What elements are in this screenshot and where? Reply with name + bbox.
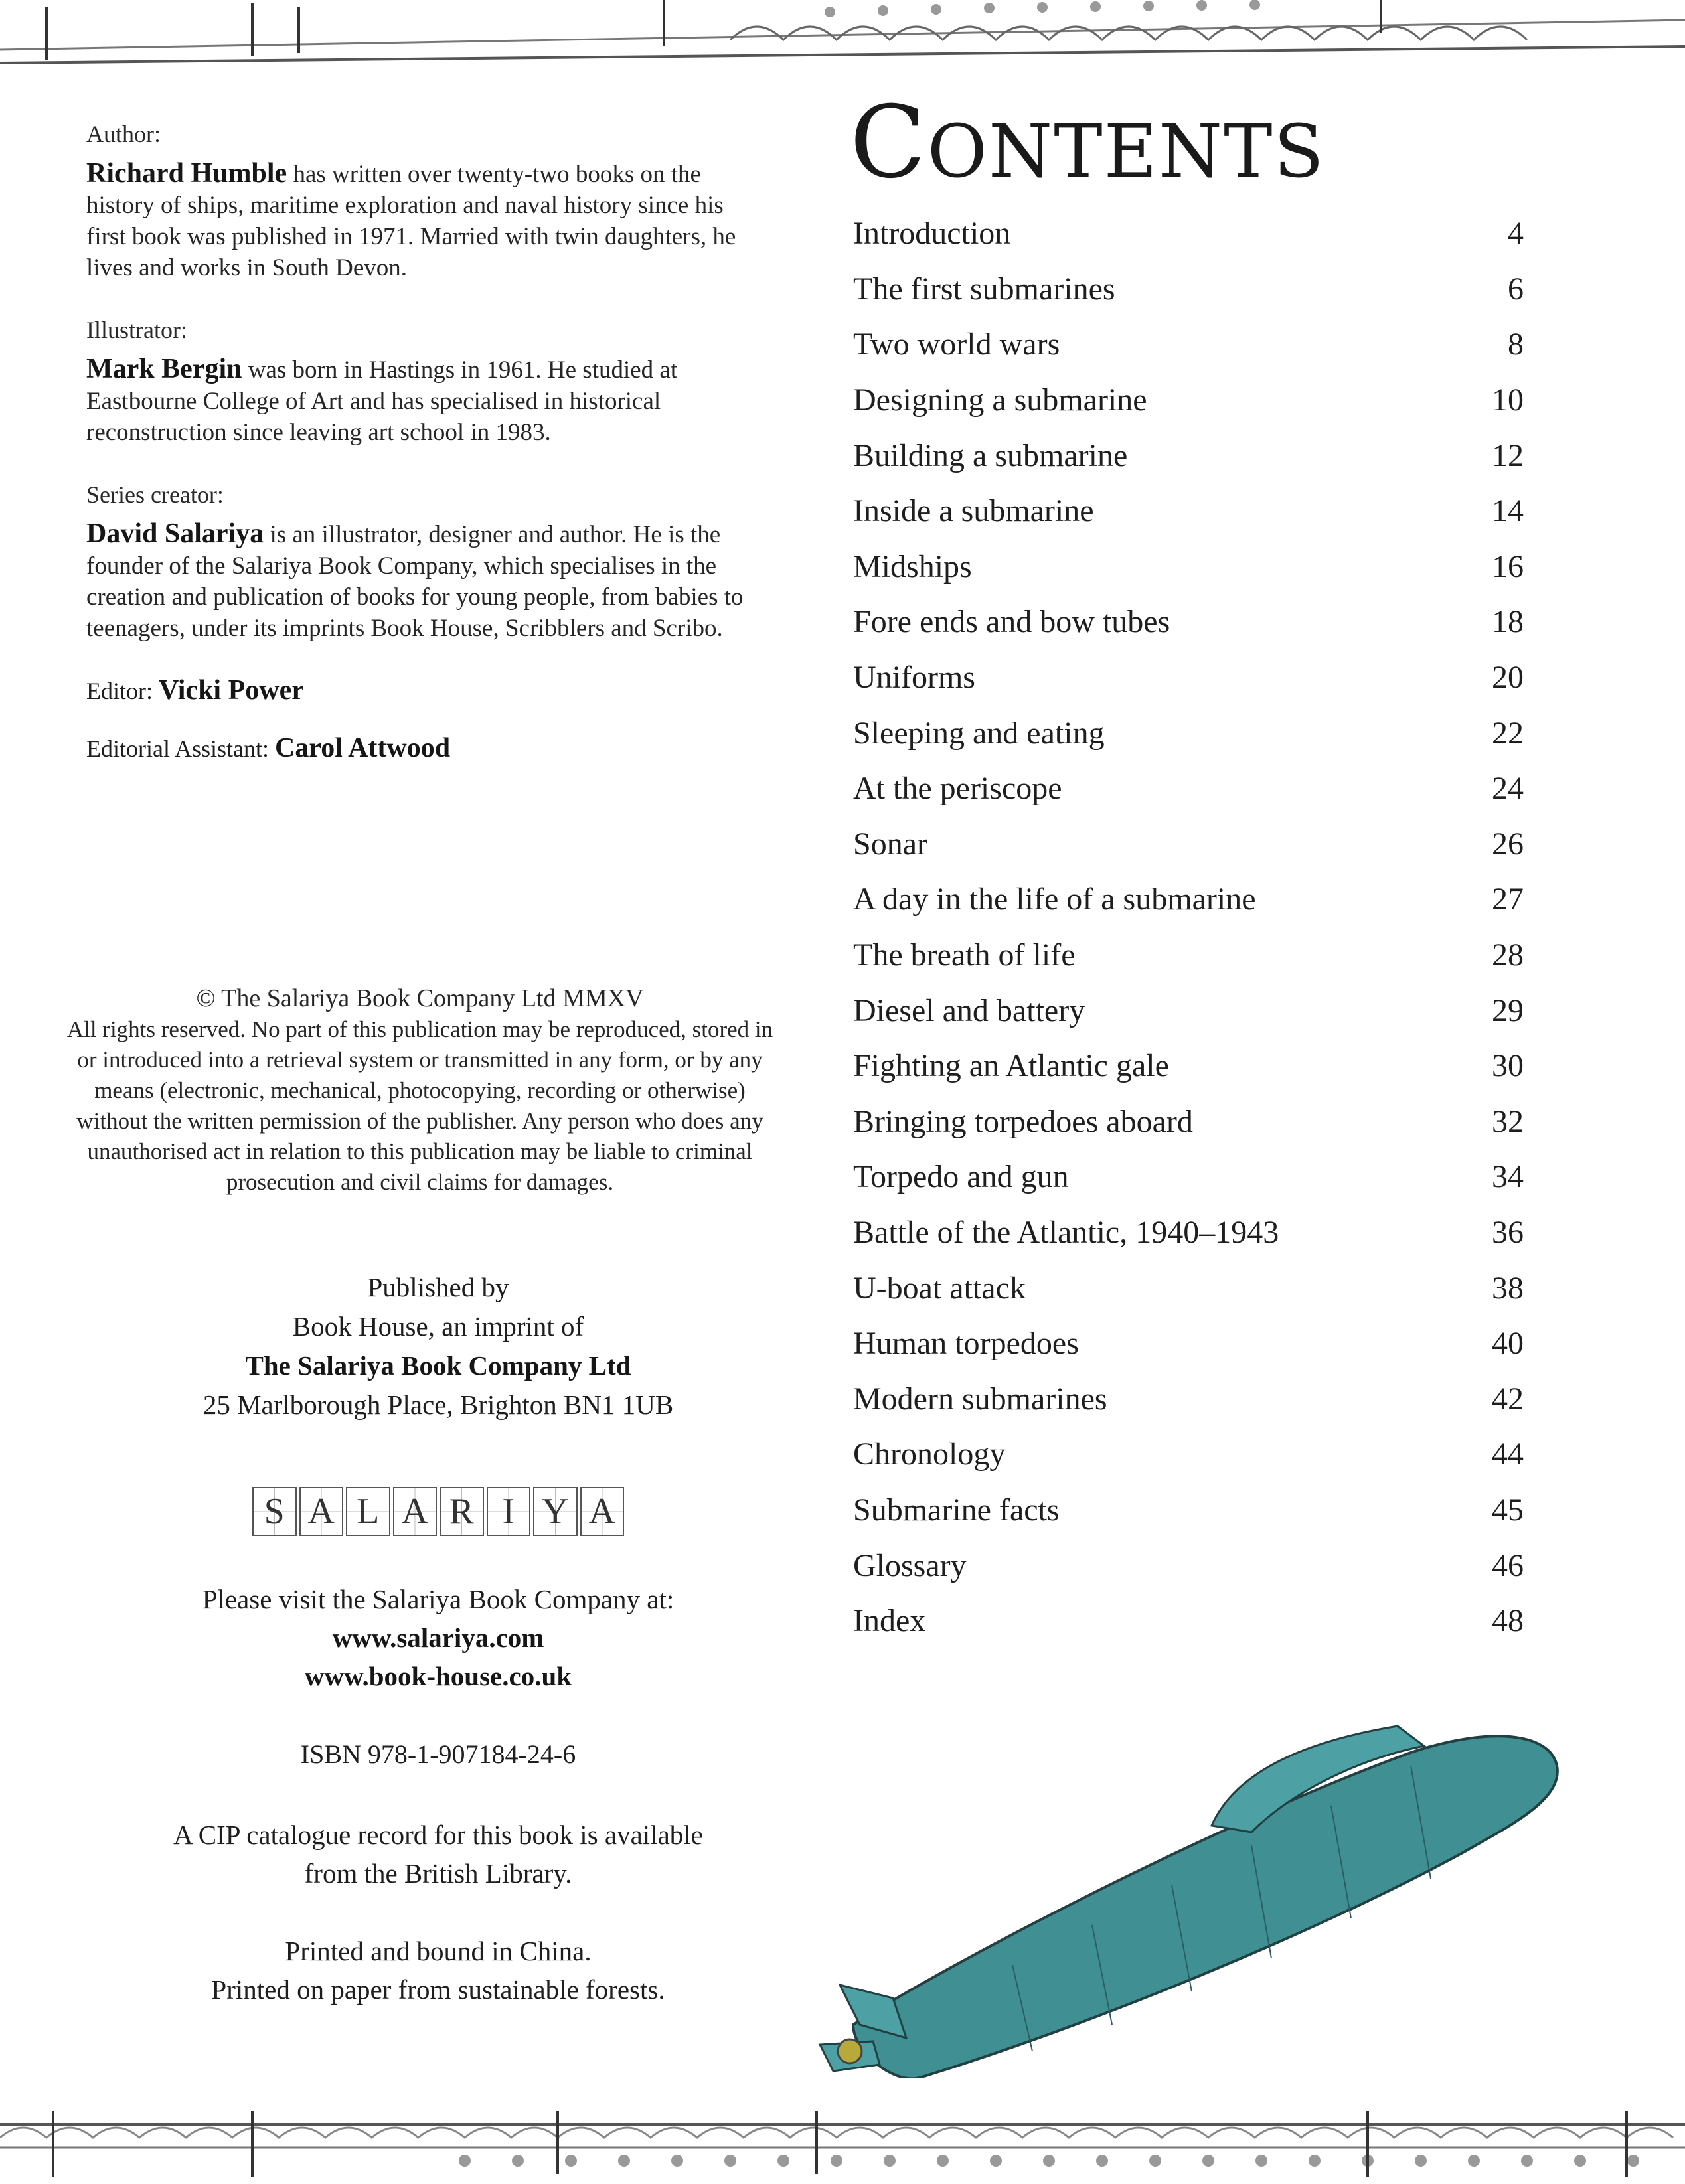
credit-name: Richard Humble xyxy=(86,158,287,189)
contents-title-initial: C xyxy=(850,85,927,200)
toc-entry-title: The first submarines xyxy=(853,271,1115,307)
credit-illustrator xyxy=(86,315,757,448)
toc-entry xyxy=(853,483,1524,539)
visit-line: Please visit the Salariya Book Company at: xyxy=(202,1584,675,1614)
editorial-assistant-credit xyxy=(86,734,757,763)
top-decorative-border xyxy=(0,0,1685,73)
toc-entry-title: Index xyxy=(853,1603,926,1639)
logo-letter: A xyxy=(393,1487,438,1536)
credit-bio xyxy=(86,518,757,644)
logo-letter: Y xyxy=(533,1487,578,1536)
copyright-line: © The Salariya Book Company Ltd MMXV xyxy=(196,984,644,1012)
toc-entry xyxy=(853,428,1524,483)
editor-credit xyxy=(86,676,757,706)
toc-entry-title: Human torpedoes xyxy=(853,1326,1079,1362)
printed-line-1: Printed and bound in China. xyxy=(285,1936,592,1966)
copyright-notice xyxy=(63,982,777,1198)
toc-entry xyxy=(853,872,1524,927)
toc-entry xyxy=(853,982,1524,1038)
toc-entry xyxy=(853,1149,1524,1205)
toc-entry xyxy=(853,1260,1524,1316)
toc-entry xyxy=(853,1427,1524,1482)
printed-line-2: Printed on paper from sustainable forests. xyxy=(211,1974,665,2005)
cip-notice xyxy=(86,1816,790,1893)
credit-bio xyxy=(86,354,757,448)
logo-letter: I xyxy=(487,1487,531,1536)
toc-entry-page: 20 xyxy=(1492,660,1524,696)
toc-entry xyxy=(853,817,1524,872)
toc-entry xyxy=(853,705,1524,761)
toc-entry-page: 18 xyxy=(1492,604,1524,640)
toc-entry-title: Inside a submarine xyxy=(853,493,1094,529)
toc-entry-title: Diesel and battery xyxy=(853,992,1085,1028)
logo-letter: R xyxy=(440,1487,484,1536)
credit-role: Illustrator: xyxy=(86,317,187,343)
credit-bio xyxy=(86,158,757,283)
publisher-company: The Salariya Book Company Ltd xyxy=(245,1350,631,1381)
cip-line-1: A CIP catalogue record for this book is available xyxy=(173,1820,703,1850)
toc-entry xyxy=(853,927,1524,983)
toc-entry-page: 28 xyxy=(1492,937,1524,973)
toc-entry-page: 48 xyxy=(1492,1603,1524,1639)
isbn: ISBN 978-1-907184-24-6 xyxy=(300,1739,576,1769)
toc-entry-title: Glossary xyxy=(853,1547,967,1583)
toc-entry-page: 42 xyxy=(1492,1381,1524,1417)
toc-entry xyxy=(853,1205,1524,1261)
submarine-hull xyxy=(853,1736,1558,2078)
toc-entry-page: 16 xyxy=(1492,548,1524,584)
toc-entry-title: Midships xyxy=(853,548,972,584)
publisher-address: 25 Marlborough Place, Brighton BN1 1UB xyxy=(202,1389,674,1420)
toc-entry-page: 24 xyxy=(1492,771,1524,807)
toc-entry-title: Uniforms xyxy=(853,660,975,696)
toc-entry-title: Modern submarines xyxy=(853,1381,1107,1417)
logo-letter: A xyxy=(299,1487,344,1536)
website-link-book-house[interactable]: www.book-house.co.uk xyxy=(304,1661,572,1691)
credit-name: Mark Bergin xyxy=(86,354,242,384)
credit-name: David Salariya xyxy=(86,518,264,549)
toc-entry-title: Bringing torpedoes aboard xyxy=(853,1103,1193,1139)
toc-entry xyxy=(853,372,1524,428)
toc-entry-title: Fore ends and bow tubes xyxy=(853,604,1170,640)
toc-entry-title: Battle of the Atlantic, 1940–1943 xyxy=(853,1214,1279,1250)
toc-entry-title: Chronology xyxy=(853,1437,1006,1472)
toc-entry-title: Torpedo and gun xyxy=(853,1159,1069,1195)
toc-entry-title: The breath of life xyxy=(853,937,1076,973)
rights-text: All rights reserved. No part of this publication may be reproduced, stored in or introduced into a retrieval system or transmitted in any form, or by any means (electronic, mechanical, photocopying, recording or otherwise) without the written permission of the publisher. Any person who does any unauthorised act in relation to this publication may be liable to criminal prosecution and civil claims for damages. xyxy=(66,1016,773,1195)
toc-entry-page: 14 xyxy=(1492,493,1524,529)
toc-entry-page: 22 xyxy=(1492,715,1524,751)
contents-title-rest: ONTENTS xyxy=(927,109,1325,194)
toc-entry-page: 30 xyxy=(1492,1048,1524,1084)
salariya-logo xyxy=(252,1487,624,1540)
toc-entry-page: 45 xyxy=(1492,1492,1524,1527)
editor-name: Vicki Power xyxy=(158,675,304,706)
credit-bio-text: has written over twenty-two books on the history of ships, maritime exploration and naval history since his first book was published in 1971. Married with twin daughters, he lives and works in South Devon. xyxy=(86,161,736,281)
publisher-block xyxy=(106,1268,770,1425)
toc-entry xyxy=(853,262,1524,317)
credit-bio-text: was born in Hastings in 1961. He studied at Eastbourne College of Art and has specialised in historical reconstruction since leaving art school in 1983. xyxy=(86,356,678,446)
toc-entry xyxy=(853,1593,1524,1649)
toc-entry xyxy=(853,1316,1524,1371)
toc-entry xyxy=(853,317,1524,372)
bottom-decorative-border xyxy=(0,2111,1685,2184)
editor-label: Editor: xyxy=(86,678,153,704)
toc-entry-page: 12 xyxy=(1492,437,1524,473)
printed-notice xyxy=(86,1932,790,2009)
toc-entry xyxy=(853,650,1524,706)
credit-role: Series creator: xyxy=(86,481,224,508)
toc-entry-page: 27 xyxy=(1492,882,1524,917)
toc-entry-page: 40 xyxy=(1492,1326,1524,1362)
toc-entry-title: U-boat attack xyxy=(853,1270,1026,1306)
toc-entry xyxy=(853,1482,1524,1538)
toc-entry-title: Submarine facts xyxy=(853,1492,1060,1527)
table-of-contents xyxy=(853,206,1524,1648)
toc-entry xyxy=(853,1371,1524,1427)
contents-title xyxy=(850,85,1325,201)
toc-entry-title: Designing a submarine xyxy=(853,382,1147,418)
logo-letter: A xyxy=(580,1487,625,1536)
logo-letter: S xyxy=(252,1487,297,1536)
editorial-assistant-label: Editorial Assistant: xyxy=(86,736,269,762)
toc-entry-page: 44 xyxy=(1492,1437,1524,1472)
toc-entry xyxy=(853,1038,1524,1094)
toc-entry-title: A day in the life of a submarine xyxy=(853,882,1256,917)
toc-entry-page: 34 xyxy=(1492,1159,1524,1195)
toc-entry-page: 8 xyxy=(1508,327,1524,362)
toc-entry-page: 26 xyxy=(1492,826,1524,862)
visit-block xyxy=(106,1580,770,1695)
toc-entry-page: 38 xyxy=(1492,1270,1524,1306)
toc-entry-title: Introduction xyxy=(853,216,1011,252)
toc-entry xyxy=(853,539,1524,595)
toc-entry-title: Building a submarine xyxy=(853,437,1128,473)
toc-entry-title: Sleeping and eating xyxy=(853,715,1105,751)
credit-role: Author: xyxy=(86,121,161,147)
cip-line-2: from the British Library. xyxy=(304,1858,572,1889)
toc-entry xyxy=(853,206,1524,262)
toc-entry-page: 4 xyxy=(1508,216,1524,252)
editorial-assistant-name: Carol Attwood xyxy=(275,733,451,763)
submarine-illustration xyxy=(813,1653,1577,2078)
toc-entry-page: 32 xyxy=(1492,1103,1524,1139)
credits-column xyxy=(86,119,757,791)
toc-entry-page: 36 xyxy=(1492,1214,1524,1250)
credit-series-creator xyxy=(86,480,757,644)
toc-entry-title: At the periscope xyxy=(853,771,1062,807)
toc-entry xyxy=(853,1094,1524,1150)
toc-entry-page: 29 xyxy=(1492,992,1524,1028)
toc-entry-title: Fighting an Atlantic gale xyxy=(853,1048,1169,1084)
credit-author xyxy=(86,119,757,283)
toc-entry-page: 46 xyxy=(1492,1547,1524,1583)
toc-entry xyxy=(853,594,1524,650)
published-by: Published by xyxy=(367,1272,509,1302)
imprint-line: Book House, an imprint of xyxy=(292,1311,584,1342)
toc-entry-title: Sonar xyxy=(853,826,927,862)
toc-entry-page: 10 xyxy=(1492,382,1524,418)
toc-entry xyxy=(853,1537,1524,1593)
toc-entry xyxy=(853,761,1524,817)
submarine-propeller xyxy=(838,2039,862,2063)
logo-letter: L xyxy=(346,1487,390,1536)
toc-entry-title: Two world wars xyxy=(853,327,1060,362)
credit-bio-text: is an illustrator, designer and author. He is the founder of the Salariya Book Company, which specialises in the creation and publication of books for young people, from babies to teenagers, under its imprints Book House, Scribblers and Scribo. xyxy=(86,521,744,642)
toc-entry-page: 6 xyxy=(1508,271,1524,307)
website-link-salariya[interactable]: www.salariya.com xyxy=(332,1622,544,1653)
